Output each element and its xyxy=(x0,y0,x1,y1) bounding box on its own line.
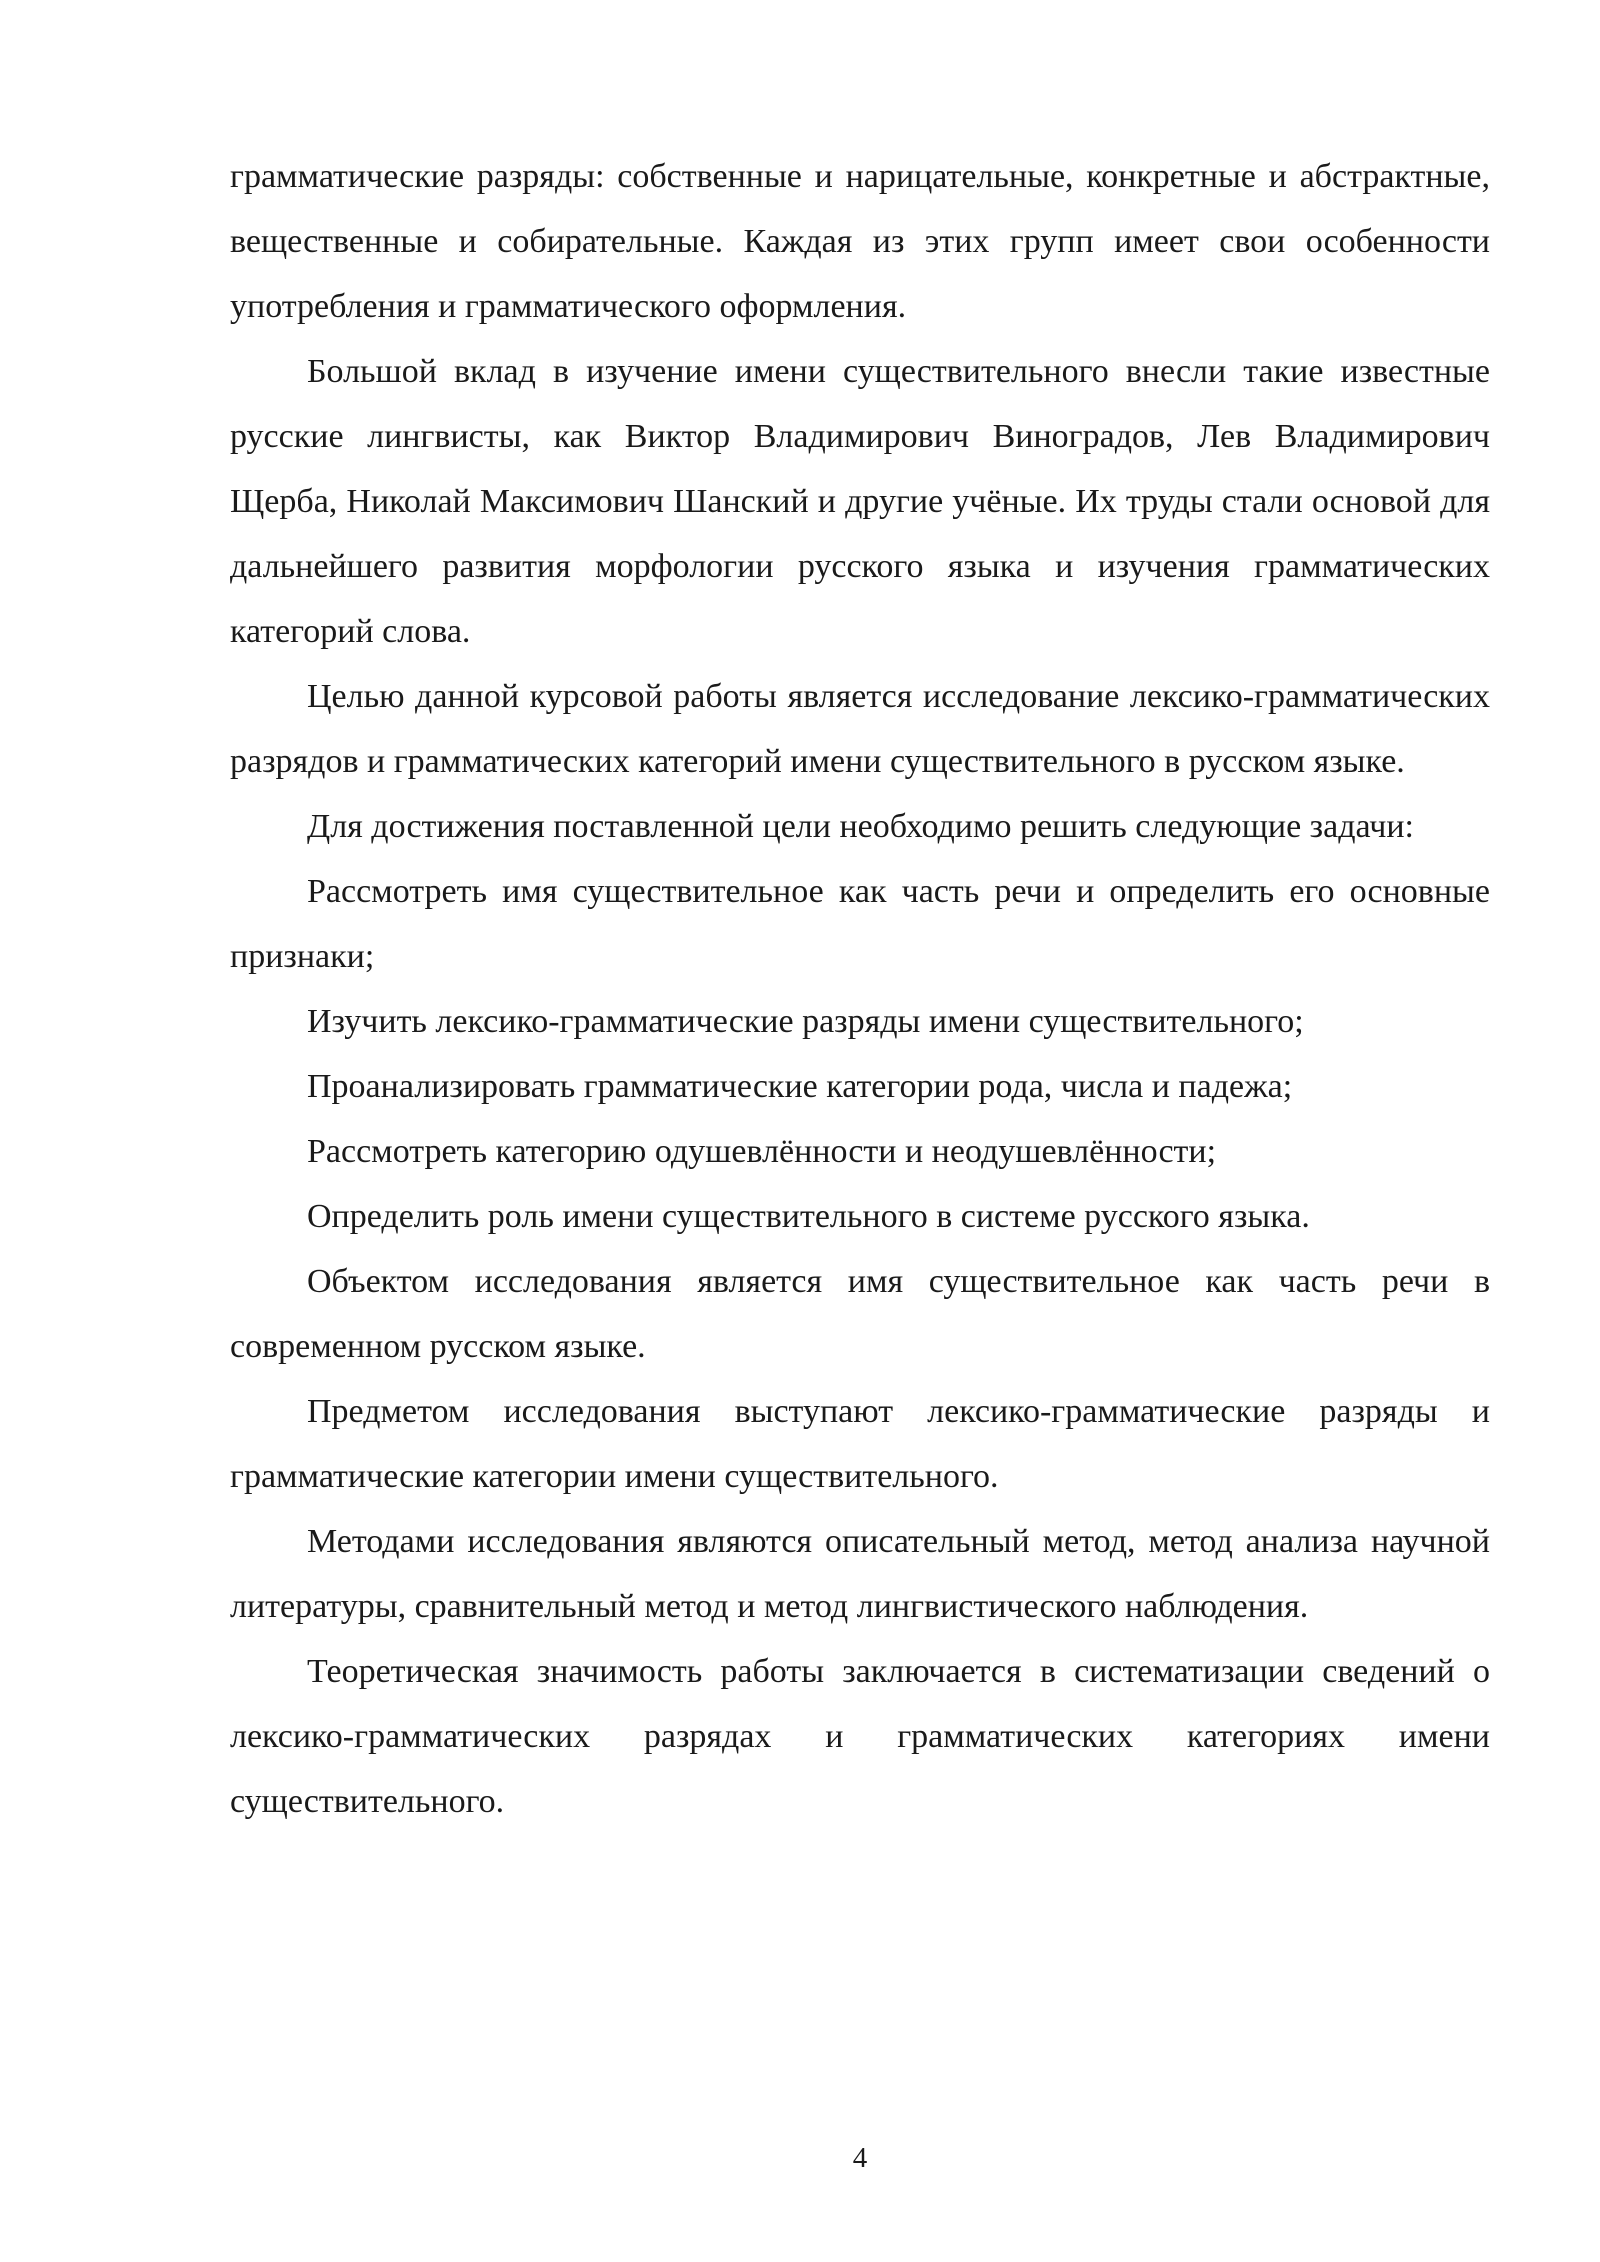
paragraph-linguists: Большой вклад в изучение имени существительного внесли такие известные русские лингвисты, как Виктор Владимирович Виноградов, Лев Владимирович Щерба, Николай Максимович Шанский и другие учёные. Их труды стали основой для дальнейшего развития морфологии русского языка и изучения грамматических категорий слова. xyxy=(230,353,1490,650)
paragraph-methods: Методами исследования являются описательный метод, метод анализа научной литературы, сравнительный метод и метод лингвистического наблюдения. xyxy=(230,1523,1490,1625)
task-item-4: Рассмотреть категорию одушевлённости и неодушевлённости; xyxy=(307,1133,1217,1170)
paragraph-significance: Теоретическая значимость работы заключается в систематизации сведений о лексико-грамматических разрядах и грамматических категориях имени существительного. xyxy=(230,1653,1490,1820)
task-item-1: Рассмотреть имя существительное как часть речи и определить его основные признаки; xyxy=(230,873,1490,975)
page-number: 4 xyxy=(852,2142,868,2174)
task-item-2: Изучить лексико-грамматические разряды имени существительного; xyxy=(307,1003,1304,1040)
task-item-5: Определить роль имени существительного в системе русского языка. xyxy=(307,1198,1310,1235)
paragraph-tasks-intro: Для достижения поставленной цели необходимо решить следующие задачи: xyxy=(307,808,1414,845)
task-item-3: Проанализировать грамматические категории рода, числа и падежа; xyxy=(307,1068,1293,1105)
paragraph-goal: Целью данной курсовой работы является исследование лексико-грамматических разрядов и грамматических категорий имени существительного в русском языке. xyxy=(230,678,1490,780)
paragraph-continuation: грамматические разряды: собственные и нарицательные, конкретные и абстрактные, вещественные и собирательные. Каждая из этих групп имеет свои особенности употребления и грамматического оформления. xyxy=(230,158,1490,325)
paragraph-subject: Предметом исследования выступают лексико-грамматические разряды и грамматические категории имени существительного. xyxy=(230,1393,1490,1495)
paragraph-object: Объектом исследования является имя существительное как часть речи в современном русском языке. xyxy=(230,1263,1490,1365)
page-body xyxy=(230,144,1490,1834)
